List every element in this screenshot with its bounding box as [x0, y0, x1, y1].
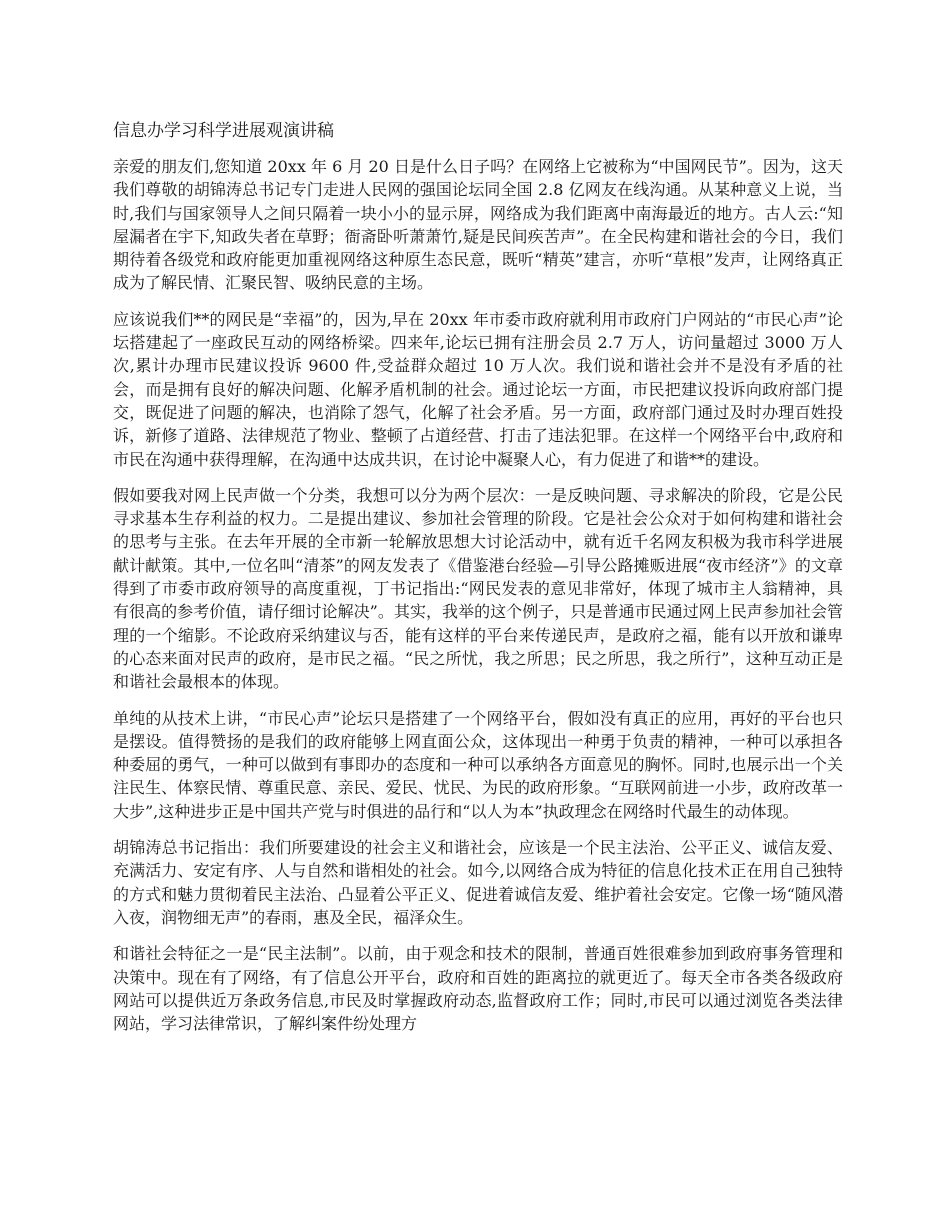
paragraph-3: 假如要我对网上民声做一个分类，我想可以分为两个层次：一是反映问题、寻求解决的阶段，它是公民寻求基本生存利益的权力。二是提出建议、参加社会管理的阶段。它是社会公众对于如何构建和谐社会的思考与主张。在去年开展的全市新一轮解放思想大讨论活动中，就有近千名网友积极为我市科学进展献计献策。其中,一位名叫“清茶”的网友发表了《借鉴港台经验—引导公路摊贩进展“夜市经济”》的文章得到了市委市政府领导的高度重视，丁书记指出:“网民发表的意见非常好，体现了城市主人翁精神，具有很高的参考价值，请仔细讨论解决”。其实，我举的这个例子，只是普通市民通过网上民声参加社会管理的一个缩影。不论政府采纳建议与否，能有这样的平台来传递民声，是政府之福，能有以开放和谦卑的心态来面对民声的政府，是市民之福。“民之所忧，我之所思；民之所思，我之所行”，这种互动正是和谐社会最根本的体现。 — [113, 485, 843, 692]
document-page — [113, 119, 843, 1048]
paragraph-4: 单纯的从技术上讲，“市民心声”论坛只是搭建了一个网络平台，假如没有真正的应用，再好的平台也只是摆设。值得赞扬的是我们的政府能够上网直面公众，这体现出一种勇于负责的精神，一种可以承担各种委屈的勇气，一种可以做到有事即办的态度和一种可以承纳各方面意见的胸怀。同时,也展示出一个关注民生、体察民情、尊重民意、亲民、爱民、忧民、为民的政府形象。“互联网前进一小步，政府改革一大步”,这种进步正是中国共产党与时俱进的品行和“以人为本”执政理念在网络时代最生的动体现。 — [113, 708, 843, 821]
paragraph-6: 和谐社会特征之一是“民主法制”。以前，由于观念和技术的限制，普通百姓很难参加到政府事务管理和决策中。现在有了网络，有了信息公开平台，政府和百姓的距离拉的就更近了。每天全市各类各级政府网站可以提供近万条政务信息,市民及时掌握政府动态,监督政府工作；同时,市民可以通过浏览各类法律网站，学习法律常识，了解纠案件纷处理方 — [113, 944, 843, 1034]
paragraph-1: 亲爱的朋友们,您知道 20xx 年 6 月 20 日是什么日子吗？在网络上它被称为“中国网民节”。因为，这天我们尊敬的胡锦涛总书记专门走进人民网的强国论坛同全国 2.8 亿网友在线沟通。从某种意义上说，当时,我们与国家领导人之间只隔着一块小小的显示屏，网络成为我们距离中南海最近的地方。古人云:“知屋漏者在宇下,知政失者在草野；衙斋卧听萧萧竹,疑是民间疾苦声”。在全民构建和谐社会的今日，我们期待着各级党和政府能更加重视网络这种原生态民意，既听“精英”建言，亦听“草根”发声，让网络真正成为了解民情、汇聚民智、吸纳民意的主场。 — [113, 157, 843, 293]
document-title: 信息办学习科学进展观演讲稿 — [113, 121, 334, 141]
paragraph-2: 应该说我们**的网民是“幸福”的，因为,早在 20xx 年市委市政府就利用市政府门户网站的“市民心声”论坛搭建起了一座政民互动的网络桥梁。四来年,论坛已拥有注册会员 2.7 万人，访问量超过 3000 万人次,累计办理市民建议投诉 9600 件,受益群众超过 10 万人次。我们说和谐社会并不是没有矛盾的社会，而是拥有良好的解决问题、化解矛盾机制的社会。通过论坛一方面，市民把建议投诉向政府部门提交，既促进了问题的解决，也消除了怨气，化解了社会矛盾。另一方面，政府部门通过及时办理百姓投诉，新修了道路、法律规范了物业、整顿了占道经营、打击了违法犯罪。在这样一个网络平台中,政府和市民在沟通中获得理解，在沟通中达成共识，在讨论中凝聚人心，有力促进了和谐**的建设。 — [113, 309, 843, 469]
paragraph-5: 胡锦涛总书记指出：我们所要建设的社会主义和谐社会，应该是一个民主法治、公平正义、诚信友爱、充满活力、安定有序、人与自然和谐相处的社会。如今,以网络合成为特征的信息化技术正在用自己独特的方式和魅力贯彻着民主法治、凸显着公平正义、促进着诚信友爱、维护着社会安定。它像一场“随风潜入夜，润物细无声”的春雨，惠及全民，福泽众生。 — [113, 838, 843, 927]
